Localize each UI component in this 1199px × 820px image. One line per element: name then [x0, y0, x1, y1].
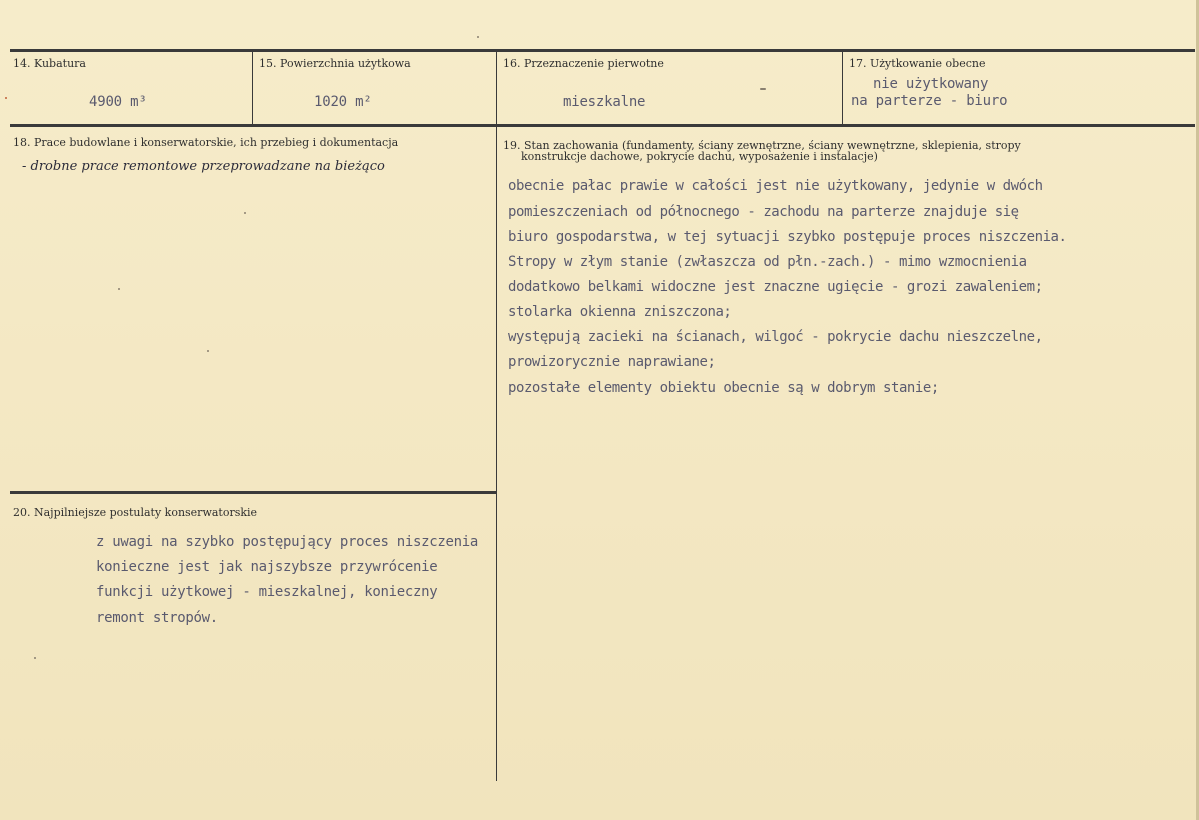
postulaty-line-3: funkcji użytkowej - mieszkalnej, konieczny [96, 584, 438, 600]
kubatura-label: 14. Kubatura [13, 57, 86, 70]
paper-speck [5, 97, 7, 99]
paper-speck [207, 350, 209, 352]
top-rule [10, 49, 1195, 52]
stan-line-1: obecnie pałac prawie w całości jest nie użytkowany, jedynie w dwóch [508, 178, 1043, 194]
stan-line-8: prowizorycznie naprawiane; [508, 354, 716, 370]
przeznaczenie-label: 16. Przeznaczenie pierwotne [503, 57, 664, 70]
stan-line-2: pomieszczeniach od północnego - zachodu na parterze znajduje się [508, 204, 1019, 220]
kubatura-value: 4900 m³ [89, 94, 147, 110]
powierzchnia-value: 1020 m² [314, 94, 372, 110]
stan-line-4: Stropy w złym stanie (zwłaszcza od płn.-zach.) - mimo wzmocnienia [508, 254, 1027, 270]
uzytkowanie-line-2: na parterze - biuro [851, 93, 1008, 109]
uzytkowanie-line-1: nie użytkowany [873, 76, 989, 92]
stan-line-9: pozostałe elementy obiektu obecnie są w dobrym stanie; [508, 380, 939, 396]
uzytkowanie-label: 17. Użytkowanie obecne [849, 57, 986, 70]
paper-speck [760, 88, 766, 90]
stan-line-7: występują zacieki na ścianach, wilgoć - pokrycie dachu nieszczelne, [508, 329, 1043, 345]
divider-14-15 [252, 51, 253, 125]
przeznaczenie-value: mieszkalne [563, 94, 646, 110]
paper-speck [244, 212, 246, 214]
section-20-rule [10, 491, 496, 494]
powierzchnia-label: 15. Powierzchnia użytkowa [259, 57, 411, 70]
paper-speck [477, 36, 479, 38]
postulaty-line-2: konieczne jest jak najszybsze przywrócenie [96, 559, 438, 575]
divider-15-16 [496, 51, 497, 781]
stan-line-5: dodatkowo belkami widoczne jest znaczne ugięcie - grozi zawaleniem; [508, 279, 1043, 295]
stan-label-cont: konstrukcje dachowe, pokrycie dachu, wyposażenie i instalacje) [521, 150, 878, 163]
divider-16-17 [842, 51, 843, 125]
stan-label: 19. Stan zachowania (fundamenty, ściany zewnętrzne, ściany wewnętrzne, sklepienia, stropy [503, 139, 1021, 152]
stan-line-3: biuro gospodarstwa, w tej sytuacji szybko postępuje proces niszczenia. [508, 229, 1067, 245]
row1-rule [10, 124, 1195, 127]
postulaty-line-1: z uwagi na szybko postępujący proces niszczenia [96, 534, 479, 550]
prace-handwritten-value: - drobne prace remontowe przeprowadzane na bieżąco [22, 159, 385, 174]
paper-speck [118, 288, 120, 290]
prace-label: 18. Prace budowlane i konserwatorskie, ich przebieg i dokumentacja [13, 136, 399, 149]
paper-speck [34, 657, 36, 659]
stan-line-6: stolarka okienna zniszczona; [508, 304, 732, 320]
postulaty-line-4: remont stropów. [96, 610, 218, 626]
postulaty-label: 20. Najpilniejsze postulaty konserwatorskie [13, 506, 258, 519]
